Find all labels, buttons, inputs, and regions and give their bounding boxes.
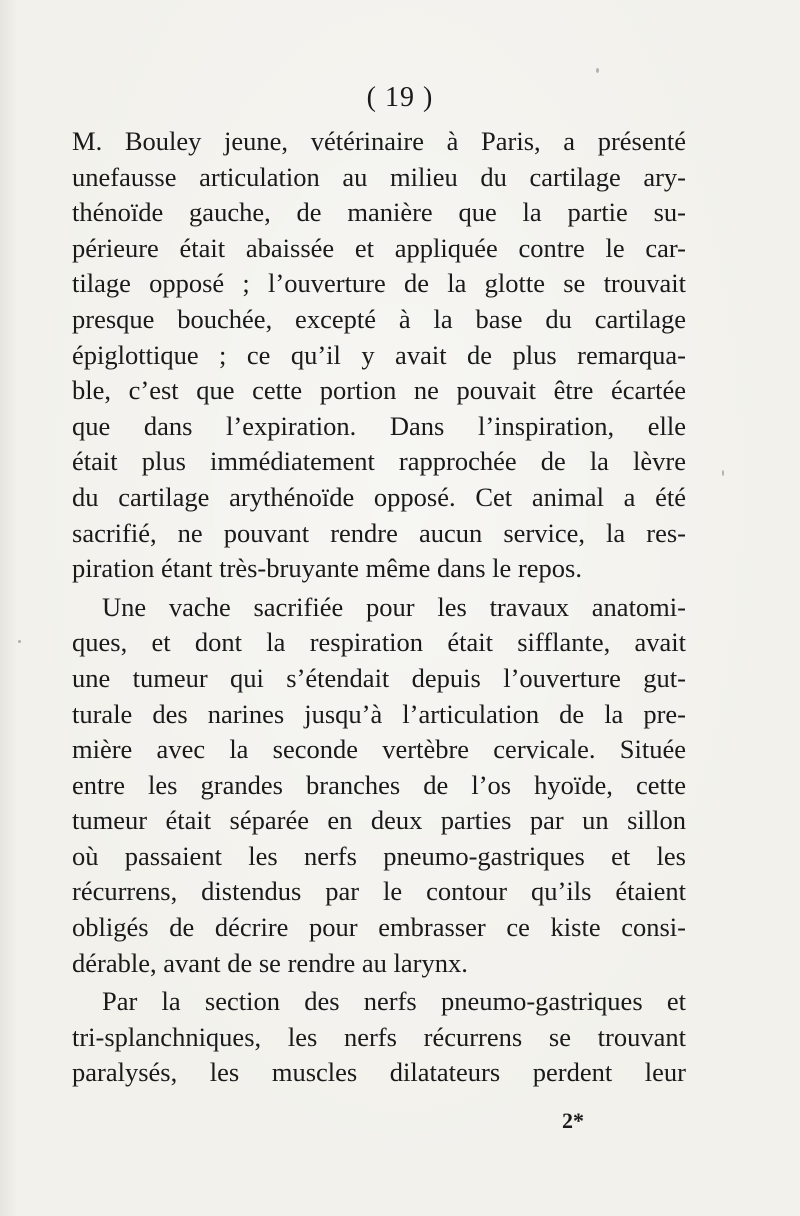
- text-line: tumeur était séparée en deux parties par un sillon: [72, 805, 686, 836]
- text-line: sacrifié, ne pouvant rendre aucun service, la res-: [72, 517, 686, 548]
- page-number: ( 19 ): [366, 82, 434, 113]
- text-line: était plus immédiatement rapprochée de la lèvre: [72, 446, 686, 477]
- ink-speck: [18, 640, 21, 643]
- paragraph-1: [72, 124, 686, 587]
- text-line: dérable, avant de se rendre au larynx.: [72, 947, 468, 978]
- text-line: M. Bouley jeune, vétérinaire à Paris, a présenté: [72, 126, 686, 156]
- paragraph-2: [72, 590, 686, 982]
- ink-speck: [722, 470, 724, 476]
- text-line: où passaient les nerfs pneumo-gastriques et les: [72, 840, 686, 871]
- text-line: épiglottique ; ce qu’il y avait de plus remarqua-: [72, 339, 686, 370]
- text-line: ble, c’est que cette portion ne pouvait être écartée: [72, 375, 686, 406]
- text-line: unefausse articulation au milieu du cartilage ary-: [72, 161, 686, 192]
- text-line: piration étant très-bruyante même dans le repos.: [72, 553, 582, 584]
- text-line: obligés de décrire pour embrasser ce kiste consi-: [72, 912, 686, 943]
- text-line: paralysés, les muscles dilatateurs perdent leur: [72, 1057, 686, 1088]
- text-line: entre les grandes branches de l’os hyoïde, cette: [72, 769, 686, 800]
- text-line: tri-splanchniques, les nerfs récurrens se trouvant: [72, 1021, 686, 1052]
- text-line: tilage opposé ; l’ouverture de la glotte se trouvait: [72, 268, 686, 299]
- text-line: Une vache sacrifiée pour les travaux anatomi-: [102, 591, 686, 622]
- text-line: récurrens, distendus par le contour qu’ils étaient: [72, 876, 686, 907]
- text-line: Par la section des nerfs pneumo-gastriques et: [102, 986, 686, 1017]
- text-line: du cartilage arythénoïde opposé. Cet animal a été: [72, 481, 686, 512]
- text-line: ques, et dont la respiration était sifflante, avait: [72, 627, 686, 658]
- signature-mark: 2*: [562, 1108, 584, 1133]
- body-text: [72, 124, 686, 1091]
- text-line: presque bouchée, excepté à la base du cartilage: [72, 303, 686, 334]
- text-line: que dans l’expiration. Dans l’inspiration, elle: [72, 410, 686, 441]
- text-line: une tumeur qui s’étendait depuis l’ouverture gut-: [72, 662, 686, 693]
- text-line: thénoïde gauche, de manière que la partie su-: [72, 197, 686, 228]
- paragraph-3: [72, 984, 686, 1091]
- text-line: turale des narines jusqu’à l’articulation de la pre-: [72, 698, 686, 729]
- text-line: périeure était abaissée et appliquée contre le car-: [72, 232, 686, 263]
- text-line: mière avec la seconde vertèbre cervicale. Située: [72, 734, 686, 765]
- ink-speck: [596, 68, 599, 73]
